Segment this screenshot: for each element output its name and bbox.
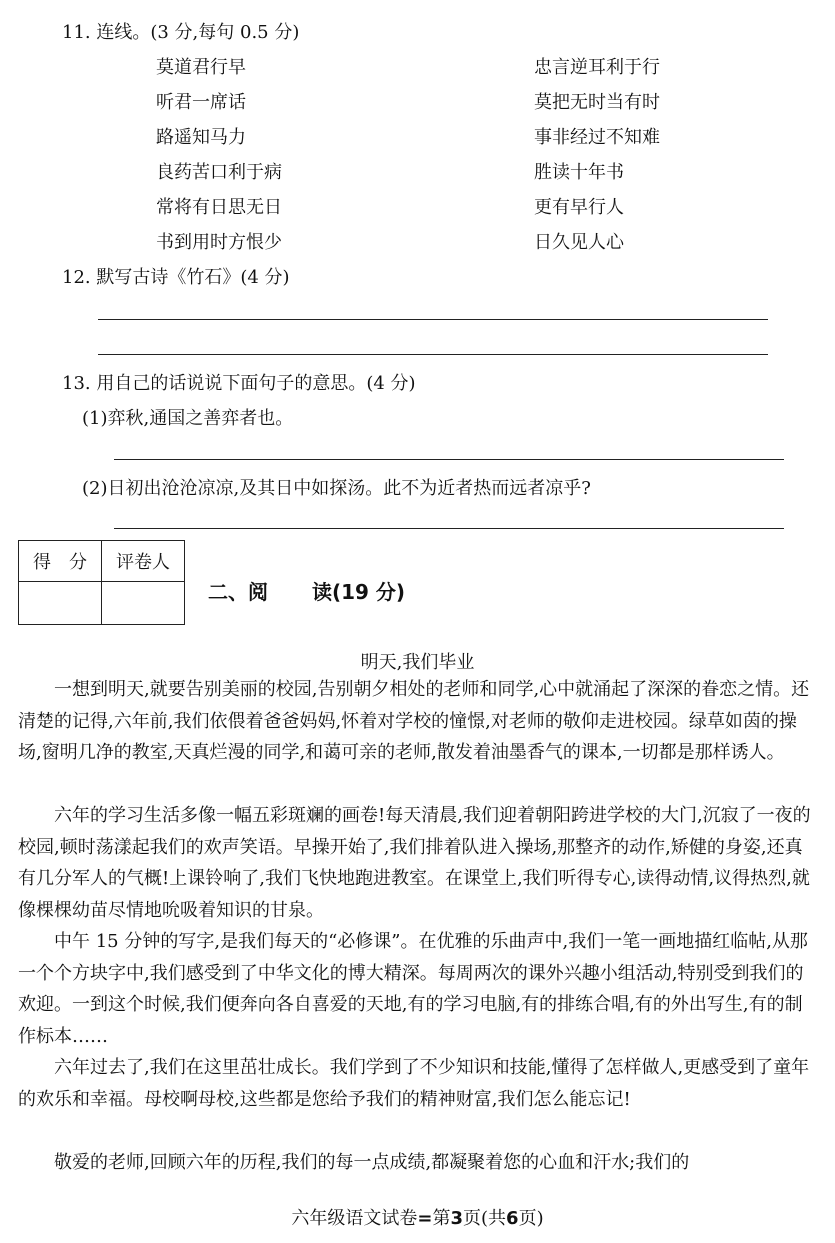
footer-total-pages: 6 [506, 1208, 519, 1229]
q11-right-item: 日久见人心 [534, 232, 624, 253]
q11-left-item: 莫道君行早 [156, 57, 246, 78]
footer-prefix: 六年级语文试卷 [291, 1208, 418, 1229]
q11-left-item: 书到用时方恨少 [156, 232, 282, 253]
q11-title: 11. 连线。(3 分,每句 0.5 分) [62, 22, 300, 43]
q11-right-item: 忠言逆耳利于行 [534, 57, 660, 78]
grader-label: 评卷人 [102, 541, 185, 582]
score-cell[interactable] [19, 582, 102, 625]
q11-right-item: 事非经过不知难 [534, 127, 660, 148]
section-title [208, 576, 405, 605]
q13-item-1: (1)弈秋,通国之善弈者也。 [82, 408, 294, 429]
score-label: 得 分 [19, 541, 102, 582]
q11-left-item: 路遥知马力 [156, 127, 246, 148]
answer-line[interactable] [98, 319, 768, 320]
footer-page-c: 页) [518, 1208, 544, 1229]
section-title-part1: 二、阅 [208, 580, 268, 604]
score-box [18, 540, 185, 625]
q13-title: 13. 用自己的话说说下面句子的意思。(4 分) [62, 373, 416, 394]
footer-separator: = [417, 1208, 433, 1229]
section-title-part2: 读(19 分) [312, 580, 406, 604]
q12-title: 12. 默写古诗《竹石》(4 分) [62, 267, 290, 288]
q11-left-item: 常将有日思无日 [156, 197, 282, 218]
q11-right-item: 胜读十年书 [534, 162, 624, 183]
passage-title: 明天,我们毕业 [360, 652, 475, 673]
passage-paragraph: 一想到明天,就要告别美丽的校园,告别朝夕相处的老师和同学,心中就涌起了深深的眷恋之情。还清楚的记得,六年前,我们依偎着爸爸妈妈,怀着对学校的憧憬,对老师的敬仰走进校园。绿草如茵的操场,窗明几净的教室,天真烂漫的同学,和蔼可亲的老师,散发着油墨香气的课本,一切都是那样诱人。 [18, 679, 810, 763]
answer-line[interactable] [114, 459, 784, 460]
answer-line[interactable] [98, 354, 768, 355]
passage-paragraph: 中午 15 分钟的写字,是我们每天的“必修课”。在优雅的乐曲声中,我们一笔一画地描红临帖,从那一个个方块字中,我们感受到了中华文化的博大精深。每周两次的课外兴趣小组活动,特别受到我们的欢迎。一到这个时候,我们便奔向各自喜爱的天地,有的学习电脑,有的排练合唱,有的外出写生,有的制作标本…… [18, 931, 808, 1047]
q11-right-item: 更有早行人 [534, 197, 624, 218]
passage-paragraph: 六年过去了,我们在这里茁壮成长。我们学到了不少知识和技能,懂得了怎样做人,更感受到了童年的欢乐和幸福。母校啊母校,这些都是您给予我们的精神财富,我们怎么能忘记! [18, 1057, 810, 1110]
footer-page-number: 3 [450, 1208, 464, 1229]
q13-item-2: (2)日初出沧沧凉凉,及其日中如探汤。此不为近者热而远者凉乎? [82, 478, 591, 499]
q11-right-item: 莫把无时当有时 [534, 92, 660, 113]
grader-cell[interactable] [102, 582, 185, 625]
answer-line[interactable] [114, 528, 784, 529]
passage-paragraph: 六年的学习生活多像一幅五彩斑斓的画卷!每天清晨,我们迎着朝阳跨进学校的大门,沉寂了一夜的校园,顿时荡漾起我们的欢声笑语。早操开始了,我们排着队进入操场,那整齐的动作,矫健的身姿,还真有几分军人的气概!上课铃响了,我们飞快地跑进教室。在课堂上,我们听得专心,读得动情,议得热烈,就像棵棵幼苗尽情地吮吸着知识的甘泉。 [18, 805, 811, 921]
q11-left-item: 听君一席话 [156, 92, 246, 113]
q11-left-item: 良药苦口利于病 [156, 162, 282, 183]
passage-paragraph: 敬爱的老师,回顾六年的历程,我们的每一点成绩,都凝聚着您的心血和汗水;我们的 [54, 1152, 690, 1173]
page-footer [0, 1204, 835, 1230]
footer-page-b: 页(共 [463, 1208, 507, 1229]
footer-page-a: 第 [432, 1208, 451, 1229]
